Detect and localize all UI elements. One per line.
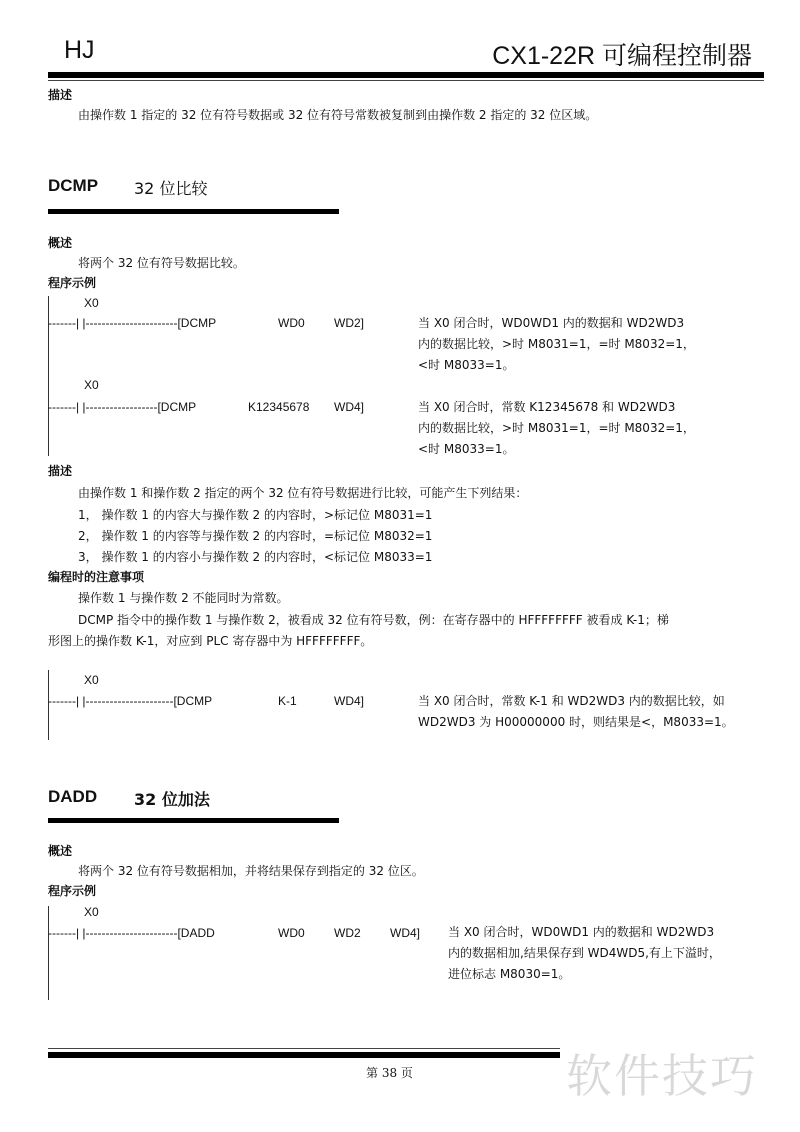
header-title: CX1-22R 可编程控制器 <box>492 42 752 70</box>
page-number: 第 38 页 <box>366 1066 413 1080</box>
rung2-op1: K12345678 <box>248 400 310 414</box>
ladder-power-rail <box>48 906 49 1000</box>
rung2-comment <box>418 397 695 460</box>
header-rule-thick <box>48 72 764 78</box>
dadd-title-rule <box>48 818 339 823</box>
footer-rule-thin <box>48 1048 560 1049</box>
dadd-example-label: 程序示例 <box>48 884 97 898</box>
rung1-line: -------| |-----------------------[DCMP <box>48 316 217 330</box>
header-rule-thin <box>48 80 764 81</box>
rung3-op2: WD4] <box>334 694 364 708</box>
dadd-comment-line: 当 X0 闭合时，WD0WD1 内的数据和 WD2WD3 <box>448 925 715 939</box>
dcmp-notes-line: DCMP 指令中的操作数 1 与操作数 2，被看成 32 位有符号数，例：在寄存器中的 HFFFFFFFF 被看成 K-1；梯 <box>78 613 669 627</box>
dcmp-desc-line: 3， 操作数 1 的内容小与操作数 2 的内容时，<标记位 M8033=1 <box>78 550 433 564</box>
dadd-rung-op3: WD4] <box>390 926 420 940</box>
dadd-comment-line: 进位标志 M8030=1。 <box>448 967 571 981</box>
rung1-comment-line: 内的数据比较，>时 M8031=1，=时 M8032=1， <box>418 337 695 351</box>
dcmp-notes-line: 操作数 1 与操作数 2 不能同时为常数。 <box>78 591 289 605</box>
dadd-rung-op2: WD2 <box>334 926 361 940</box>
rung3-comment-line: 当 X0 闭合时，常数 K-1 和 WD2WD3 内的数据比较，如 <box>418 694 725 708</box>
rung2-line: -------| |------------------[DCMP <box>48 400 197 414</box>
rung2-op2: WD4] <box>334 400 364 414</box>
rung1-contact-label: X0 <box>84 296 99 310</box>
dadd-rung-op1: WD0 <box>278 926 305 940</box>
watermark: 软件技巧 <box>566 1049 758 1103</box>
dcmp-notes-label: 编程时的注意事项 <box>48 570 145 584</box>
header-brand: HJ <box>64 36 95 64</box>
dadd-code: DADD <box>48 787 98 806</box>
dadd-overview-text: 将两个 32 位有符号数据相加，并将结果保存到指定的 32 位区。 <box>78 864 424 878</box>
rung1-op2: WD2] <box>334 316 364 330</box>
rung3-op1: K-1 <box>278 694 297 708</box>
dadd-rung-comment <box>448 922 721 985</box>
rung1-comment-line: <时 M8033=1。 <box>418 358 515 372</box>
desc-label: 描述 <box>48 88 73 102</box>
dadd-overview-label: 概述 <box>48 844 73 858</box>
dcmp-notes-line: 形图上的操作数 K-1，对应到 PLC 寄存器中为 HFFFFFFFF。 <box>48 634 373 648</box>
dcmp-desc-line: 2， 操作数 1 的内容等与操作数 2 的内容时，=标记位 M8032=1 <box>78 529 433 543</box>
dcmp-overview-label: 概述 <box>48 236 73 250</box>
desc-text: 由操作数 1 指定的 32 位有符号数据或 32 位有符号常数被复制到由操作数 2 指定的 32 位区域。 <box>78 108 598 122</box>
dcmp-code: DCMP <box>48 176 99 195</box>
footer-rule-thick <box>48 1052 560 1058</box>
rung2-comment-line: 内的数据比较，>时 M8031=1，=时 M8032=1， <box>418 421 695 435</box>
dadd-title: 32 位加法 <box>134 790 210 809</box>
dcmp-desc-line: 由操作数 1 和操作数 2 指定的两个 32 位有符号数据进行比较，可能产生下列结果： <box>78 486 528 500</box>
rung1-comment-line: 当 X0 闭合时，WD0WD1 内的数据和 WD2WD3 <box>418 316 685 330</box>
rung3-contact-label: X0 <box>84 673 99 687</box>
rung2-comment-line: <时 M8033=1。 <box>418 442 515 456</box>
dcmp-example-label: 程序示例 <box>48 276 97 290</box>
dcmp-title-rule <box>48 209 339 214</box>
dadd-rung-contact-label: X0 <box>84 905 99 919</box>
rung3-comment-line: WD2WD3 为 H00000000 时，则结果是<，M8033=1。 <box>418 715 734 729</box>
rung3-line: -------| |----------------------[DCMP <box>48 694 213 708</box>
dcmp-desc-label: 描述 <box>48 464 73 478</box>
rung2-contact-label: X0 <box>84 378 99 392</box>
dcmp-desc-line: 1， 操作数 1 的内容大与操作数 2 的内容时，>标记位 M8031=1 <box>78 508 433 522</box>
rung1-comment <box>418 313 695 376</box>
rung2-comment-line: 当 X0 闭合时，常数 K12345678 和 WD2WD3 <box>418 400 676 414</box>
rung3-comment <box>418 691 734 733</box>
rung1-op1: WD0 <box>278 316 305 330</box>
dcmp-title: 32 位比较 <box>134 179 208 198</box>
dadd-rung-line: -------| |-----------------------[DADD <box>48 926 215 940</box>
dadd-comment-line: 内的数据相加,结果保存到 WD4WD5,有上下溢时， <box>448 946 721 960</box>
dcmp-overview-text: 将两个 32 位有符号数据比较。 <box>78 256 245 270</box>
